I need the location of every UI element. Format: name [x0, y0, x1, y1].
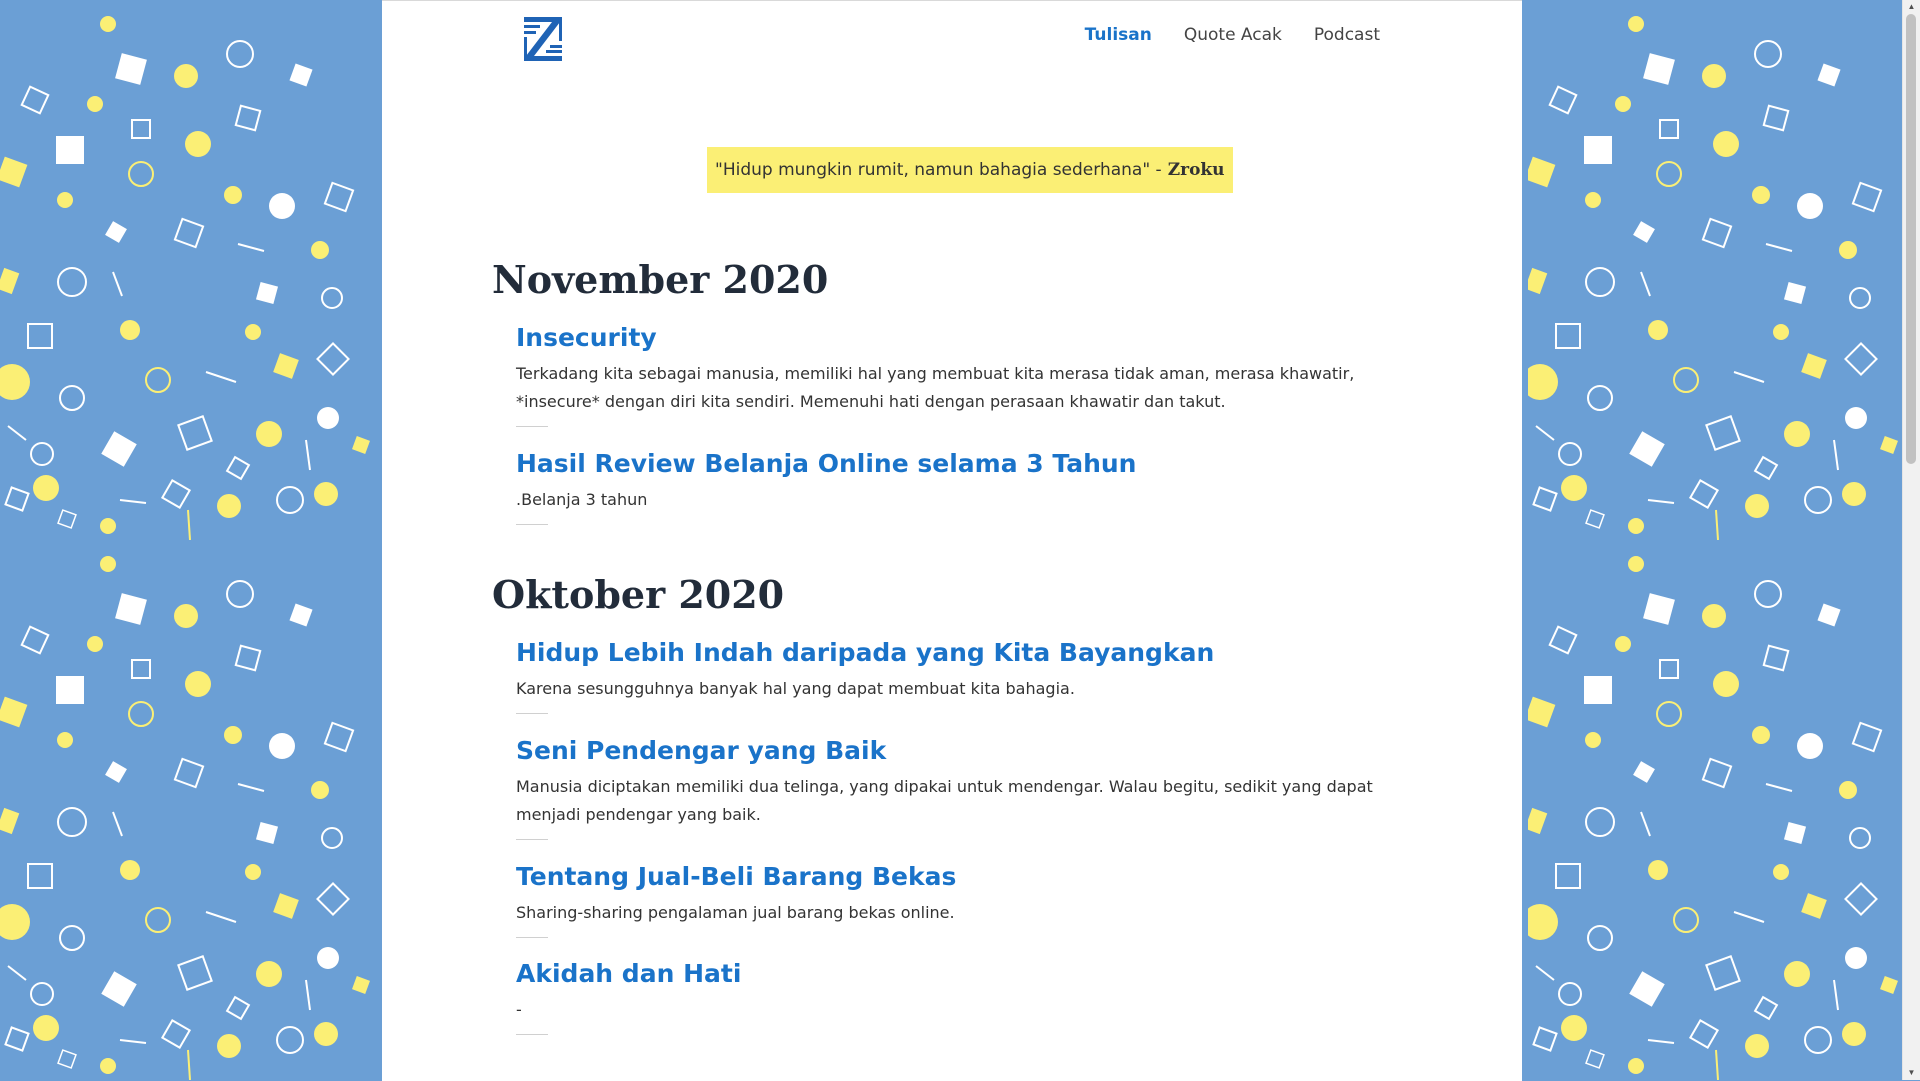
- post-item: [516, 638, 1376, 714]
- post-item: [516, 736, 1376, 840]
- nav-podcast[interactable]: Podcast: [1313, 25, 1380, 45]
- post-title-link[interactable]: Tentang Jual-Beli Barang Bekas: [516, 862, 957, 891]
- quote-banner: [707, 147, 1233, 193]
- vertical-scrollbar[interactable]: [1902, 0, 1920, 1080]
- nav-quote-acak[interactable]: Quote Acak: [1183, 25, 1282, 45]
- post-title-link[interactable]: Akidah dan Hati: [516, 959, 742, 988]
- post-description: Sharing-sharing pengalaman jual barang bekas online.: [516, 903, 955, 922]
- post-divider: [516, 1034, 548, 1035]
- post-title-link[interactable]: Hasil Review Belanja Online selama 3 Tahun: [516, 449, 1137, 478]
- section-title-november: November 2020: [492, 257, 829, 302]
- post-title-link[interactable]: Insecurity: [516, 323, 657, 352]
- nav-tulisan[interactable]: Tulisan: [1084, 25, 1152, 45]
- post-divider: [516, 524, 548, 525]
- post-divider: [516, 426, 548, 427]
- post-item: [516, 323, 1376, 427]
- quote-author: Zroku: [1167, 160, 1225, 180]
- post-divider: [516, 937, 548, 938]
- post-item: [516, 449, 1376, 525]
- post-description: .Belanja 3 tahun: [516, 490, 648, 509]
- post-divider: [516, 839, 548, 840]
- site-logo-icon[interactable]: [522, 15, 564, 63]
- post-description: Terkadang kita sebagai manusia, memiliki hal yang membuat kita merasa tidak aman, merasa khawatir, *insecure* dengan diri kita sendiri. Memenuhi hati dengan perasaan khawatir dan takut.: [516, 364, 1355, 411]
- post-description: -: [516, 1000, 522, 1019]
- post-title-link[interactable]: Seni Pendengar yang Baik: [516, 736, 887, 765]
- quote-text: "Hidup mungkin rumit, namun bahagia sederhana" -: [715, 160, 1162, 180]
- post-description: Karena sesungguhnya banyak hal yang dapat membuat kita bahagia.: [516, 679, 1075, 698]
- main-nav: [1085, 25, 1380, 45]
- section-title-oktober: Oktober 2020: [492, 572, 785, 617]
- post-description: Manusia diciptakan memiliki dua telinga, yang dipakai untuk mendengar. Walau begitu, sedikit yang dapat menjadi pendengar yang baik.: [516, 777, 1373, 824]
- main-content-panel: [382, 0, 1522, 1081]
- post-divider: [516, 713, 548, 714]
- post-item: [516, 862, 1376, 938]
- scroll-up-arrow-icon[interactable]: ▲: [1907, 2, 1916, 11]
- post-item: [516, 959, 1376, 1035]
- scroll-down-arrow-icon[interactable]: ▼: [1907, 1068, 1916, 1077]
- post-title-link[interactable]: Hidup Lebih Indah daripada yang Kita Bayangkan: [516, 638, 1215, 667]
- scrollbar-thumb[interactable]: [1906, 14, 1916, 464]
